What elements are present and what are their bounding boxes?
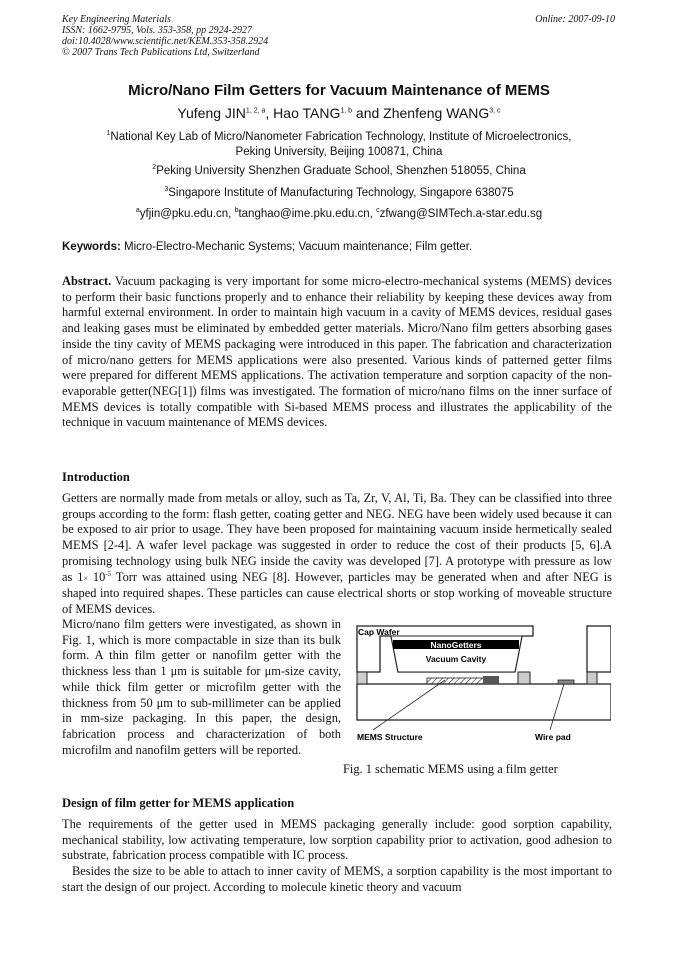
design-heading: Design of film getter for MEMS application xyxy=(62,796,295,810)
affiliation-2-number: 2 xyxy=(152,164,157,172)
introduction-paragraph xyxy=(62,491,612,618)
affiliation-2 xyxy=(0,164,678,179)
journal-header xyxy=(62,14,268,58)
cap-wafer-right-leg xyxy=(518,672,530,684)
wire-pad xyxy=(558,680,574,684)
design-paragraph-1: The requirements of the getter used in MEMS packaging generally include: good sorption capability, mechanical stability, low activating temperature, low sorption capability prior to activation, good adhesion to substrate, fabrication process compatible with IC process. xyxy=(62,817,612,863)
paper-title: Micro/Nano Film Getters for Vacuum Maintenance of MEMS xyxy=(128,82,550,99)
email-b: tanghao@ime.pku.edu.cn, xyxy=(238,208,377,220)
abstract-label: Abstract. xyxy=(62,274,112,288)
keywords xyxy=(62,241,472,253)
keywords-label: Keywords: xyxy=(62,241,121,253)
affiliation-1-line-2: Peking University, Beijing 100871, China xyxy=(235,146,443,158)
author-2-superscript: 1, b xyxy=(340,107,353,115)
design-paragraph-2: Besides the size to be able to attach to inner cavity of MEMS, a sorption capability is the most important to start the design of our project. According to molecule kinetic theory and vacuum xyxy=(62,864,612,894)
email-a: yfjin@pku.edu.cn, xyxy=(139,208,235,220)
author-1: Yufeng JIN xyxy=(177,105,246,121)
issn-line: ISSN: 1662-9795, Vols. 353-358, pp 2924-2927 xyxy=(62,25,252,36)
affiliation-3-text: Singapore Institute of Manufacturing Technology, Singapore 638075 xyxy=(168,187,514,199)
online-date: Online: 2007-09-10 xyxy=(535,14,615,25)
mems-structure xyxy=(427,678,491,684)
copyright-line: © 2007 Trans Tech Publications Ltd, Switzerland xyxy=(62,47,260,58)
vacuum-cavity-label: Vacuum Cavity xyxy=(425,654,487,664)
cap-wafer-left-leg xyxy=(357,672,367,684)
author-separator: , xyxy=(265,105,274,121)
author-1-superscript: 1, 2, a xyxy=(245,107,266,115)
exponent: -5 xyxy=(105,569,112,578)
keywords-text: Micro-Electro-Mechanic Systems; Vacuum maintenance; Film getter. xyxy=(120,241,473,253)
mems-anchor xyxy=(483,676,499,684)
author-3-superscript: 3, c xyxy=(489,107,501,115)
introduction-heading: Introduction xyxy=(62,470,130,484)
right-cap-piece xyxy=(587,626,611,672)
wire-pad-label: Wire pad xyxy=(535,732,571,742)
times-symbol: × xyxy=(83,573,88,583)
email-a-marker: a xyxy=(135,207,140,215)
abstract-text: Vacuum packaging is very important for some micro-electro-mechanical systems (MEMS) devices to perform their basic functions properly and to enhance their reliability by keeping these devices away from harmful external environment. In order to maintain high vacuum in a cavity of MEMS devices, residual gases and leaking gases must be eliminated by embedded getter materials. Micro/Nano film getters absorbing gases inside the tiny cavity of MEMS packaging were introduced in this paper. The fabrication and characterization of micro/nano getters for MEMS applications were also presented. Various kinds of patterned getter films were prepared for different MEMS applications. The activation temperature and sorption capacity of the non-evaporable getter(NEG[1]) films was investigated. The formation of micro/nano films on the inner surface of MEMS devices is totally compatible with Si-based MEMS process and illustrates the applicability of the technique in vacuum maintenance of MEMS devices. xyxy=(62,274,612,430)
right-cap-leg xyxy=(587,672,597,684)
author-3: Zhenfeng WANG xyxy=(383,105,490,121)
author-2: Hao TANG xyxy=(273,105,341,121)
email-c-marker: c xyxy=(376,207,380,215)
intro-text-part-2: ]. A wafer level package was suggested in order to reduce the cost of their products [5, 6].A promising technology using bulk NEG inside the cavity was developed [7]. A prototype with pressure as low as 1 xyxy=(62,538,612,584)
affiliation-3-number: 3 xyxy=(164,186,169,194)
doi-line: doi:10.4028/www.scientific.net/KEM.353-358.2924 xyxy=(62,36,269,47)
email-line xyxy=(0,207,678,222)
figure-1-schematic xyxy=(355,624,611,749)
intro-text-part-3: Torr was attained using NEG [8]. However, particles may be generated when and after NEG is shaped into required shapes. These particles can cause electrical shorts or stop working of moveable structure of MEMS devices. xyxy=(62,569,612,616)
journal-name: Key Engineering Materials xyxy=(62,14,171,25)
affiliation-1-number: 1 xyxy=(106,130,111,138)
introduction-column-text: Micro/nano film getters were investigated, as shown in Fig. 1, which is more compactable in size than its bulk form. A thin film getter or nanofilm getter with the thickness less than 1 μm is suitable for μm-size cavity, while thick film getter or microfilm getter with the thickness from 50 μm to sub-millimeter can be applied in mm-size packaging. In this paper, the design, fabrication process and characterization of both microfilm and nanofilm getters will be reported. xyxy=(62,617,341,757)
affiliation-3 xyxy=(0,186,678,201)
affiliation-2-text: Peking University Shenzhen Graduate School, Shenzhen 518055, China xyxy=(156,165,526,177)
abstract xyxy=(62,274,612,431)
affiliation-1 xyxy=(0,130,678,160)
affiliation-1-line-1: National Key Lab of Micro/Nanometer Fabrication Technology, Institute of Microelectronics, xyxy=(110,131,572,143)
design-paragraphs xyxy=(62,817,612,896)
email-c: zfwang@SIMTech.a-star.edu.sg xyxy=(379,208,543,220)
author-line xyxy=(0,105,678,121)
nanogetters-label: NanoGetters xyxy=(430,640,482,650)
cap-wafer-label: Cap Wafer xyxy=(358,627,400,637)
mems-structure-label: MEMS Structure xyxy=(357,732,423,742)
author-separator: and xyxy=(352,105,384,121)
email-b-marker: b xyxy=(234,207,239,215)
exponent-base: 10 xyxy=(87,569,106,584)
intro-text-part-1: Getters are normally made from metals or alloy, such as Ta, Zr, V, Al, Ti, Ba. They can be classified into three groups according to the form: flash getter, coating getter and NEG. NEG have been widely used because it can be exposed to air prior to usage. They have been proposed for maintaining vacuum inside hermetically sealed MEMS [2-4 xyxy=(62,491,612,553)
figure-1-caption: Fig. 1 schematic MEMS using a film getter xyxy=(343,762,558,776)
